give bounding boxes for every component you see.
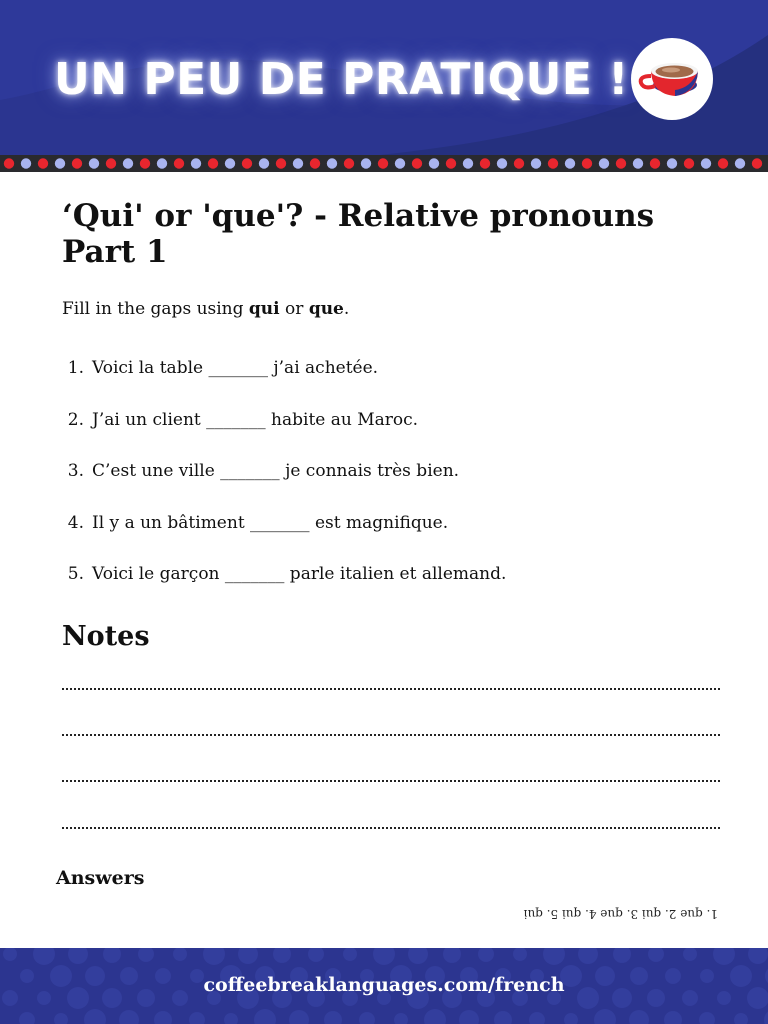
exercise-item — [62, 563, 722, 615]
strip-dot — [650, 158, 660, 168]
note-line — [62, 780, 720, 782]
footer-bubble — [564, 1013, 578, 1024]
page-title: ‘Qui' or 'que'? - Relative pronouns Part 1 — [62, 198, 655, 270]
strip-dot — [497, 158, 507, 168]
notes-heading: Notes — [62, 621, 150, 652]
exercise-number: 2. — [67, 409, 84, 430]
footer-bubble — [289, 1010, 309, 1024]
footer-bubble — [459, 1010, 479, 1024]
exercise-item — [62, 409, 722, 461]
exercise-number: 3. — [67, 461, 84, 481]
strip-dot — [701, 158, 711, 168]
footer-bubble — [203, 948, 225, 965]
footer-bubble — [394, 1013, 408, 1024]
strip-dot — [38, 158, 48, 168]
exercise-sentence: Il y a un bâtiment _______ est magnifique. — [92, 512, 449, 533]
footer-bubble — [664, 1011, 682, 1024]
strip-dot — [616, 158, 626, 168]
instructions-middle: or — [279, 299, 309, 319]
exercise-number: 5. — [67, 564, 84, 584]
footer-bubble — [513, 948, 527, 961]
strip-dot — [310, 158, 320, 168]
footer-website-link[interactable]: coffeebreaklanguages.com/french — [203, 974, 565, 996]
footer-bubble — [103, 948, 121, 963]
note-line — [62, 734, 720, 736]
strip-dot — [259, 158, 269, 168]
footer-bubble — [68, 948, 88, 964]
strip-dot — [429, 158, 439, 168]
footer-bubble — [734, 1013, 748, 1024]
answers-key-upside-down: 1. que 2. qui 3. que 4. qui 5. qui — [523, 907, 718, 921]
footer-bubble — [19, 1012, 35, 1024]
strip-dot — [242, 158, 252, 168]
strip-dot — [514, 158, 524, 168]
footer-bubble — [54, 1013, 68, 1024]
strip-dot — [89, 158, 99, 168]
footer-bubble — [254, 1009, 276, 1024]
instructions-prefix: Fill in the gaps using — [62, 299, 249, 319]
exercise-sentence: Voici la table _______ j’ai achetée. — [92, 358, 379, 378]
strip-dot — [344, 158, 354, 168]
strip-dot — [633, 158, 643, 168]
footer-bubble — [748, 948, 768, 964]
strip-dot — [106, 158, 116, 168]
strip-dot — [361, 158, 371, 168]
footer-bubble — [189, 1012, 205, 1024]
exercise-item — [62, 460, 722, 512]
exercise-sentence: C’est une ville _______ je connais très bien. — [92, 461, 460, 481]
header-banner — [0, 0, 768, 155]
footer-bubble — [613, 948, 631, 963]
footer-bubble — [478, 948, 494, 962]
footer-bubble — [699, 1012, 715, 1024]
strip-dot — [327, 158, 337, 168]
strip-dot — [718, 158, 728, 168]
footer-bubble — [424, 1009, 446, 1024]
footer-bubble — [324, 1011, 342, 1024]
answers-heading: Answers — [56, 867, 145, 889]
footer-bubble — [273, 948, 291, 963]
footer-bubble — [154, 1011, 172, 1024]
footer-bubble — [119, 1010, 139, 1024]
exercise-number: 4. — [67, 512, 84, 533]
footer-bubble — [84, 1009, 106, 1024]
strip-dot — [531, 158, 541, 168]
strip-dot — [208, 158, 218, 168]
footer-bubble — [173, 948, 187, 961]
footer-bubble — [713, 948, 735, 965]
strip-dot — [21, 158, 31, 168]
strip-dot — [174, 158, 184, 168]
footer-bubble — [543, 948, 565, 965]
strip-dot — [225, 158, 235, 168]
footer-bubble — [408, 948, 428, 964]
footer-bubble — [33, 948, 55, 965]
strip-dot — [582, 158, 592, 168]
exercise-item — [62, 512, 722, 564]
strip-dot — [140, 158, 150, 168]
strip-dot — [55, 158, 65, 168]
exercise-item — [62, 357, 722, 409]
strip-dot — [480, 158, 490, 168]
footer-bubble — [308, 948, 324, 962]
strip-dot — [123, 158, 133, 168]
exercise-list — [62, 357, 722, 615]
exercise-number: 1. — [67, 358, 84, 378]
footer-bubble — [764, 1009, 768, 1024]
strip-dot — [752, 158, 762, 168]
strip-dot — [599, 158, 609, 168]
footer-bubble — [443, 948, 461, 963]
strip-dot — [276, 158, 286, 168]
strip-dot — [72, 158, 82, 168]
strip-dot — [378, 158, 388, 168]
footer-bubble — [224, 1013, 238, 1024]
dot-pattern — [0, 155, 768, 172]
strip-dot — [293, 158, 303, 168]
strip-dot — [395, 158, 405, 168]
strip-dot — [412, 158, 422, 168]
footer-bubble — [3, 948, 17, 961]
instructions-suffix: . — [343, 299, 350, 319]
strip-dot — [565, 158, 575, 168]
footer-bubble — [629, 1010, 649, 1024]
strip-dot — [684, 158, 694, 168]
footer-bubble — [138, 948, 154, 962]
footer-bubble — [494, 1011, 512, 1024]
footer — [0, 948, 768, 1024]
footer-bubble — [648, 948, 664, 962]
strip-dot — [4, 158, 14, 168]
exercise-sentence: J’ai un client _______ habite au Maroc. — [92, 409, 419, 430]
exercise-sentence: Voici le garçon _______ parle italien et allemand. — [92, 564, 507, 584]
strip-dot — [463, 158, 473, 168]
decorative-dot-strip — [0, 155, 768, 172]
strip-dot — [735, 158, 745, 168]
strip-dot — [446, 158, 456, 168]
instructions-word-que: que — [308, 299, 344, 319]
instructions-word-qui: qui — [248, 299, 280, 319]
footer-bubble — [373, 948, 395, 965]
coffee-cup-icon — [631, 38, 713, 120]
strip-dot — [157, 158, 167, 168]
banner-title: UN PEU DE PRATIQUE ! — [54, 54, 629, 105]
note-line — [62, 688, 720, 690]
footer-bubble — [343, 948, 357, 961]
instructions — [62, 298, 722, 320]
footer-bubble — [683, 948, 697, 961]
footer-bubble — [594, 1009, 616, 1024]
strip-dot — [667, 158, 677, 168]
strip-dot — [191, 158, 201, 168]
footer-bubble — [238, 948, 258, 964]
footer-bubble — [529, 1012, 545, 1024]
footer-bubble — [578, 948, 598, 964]
footer-bubble — [359, 1012, 375, 1024]
note-line — [62, 827, 720, 829]
strip-dot — [548, 158, 558, 168]
